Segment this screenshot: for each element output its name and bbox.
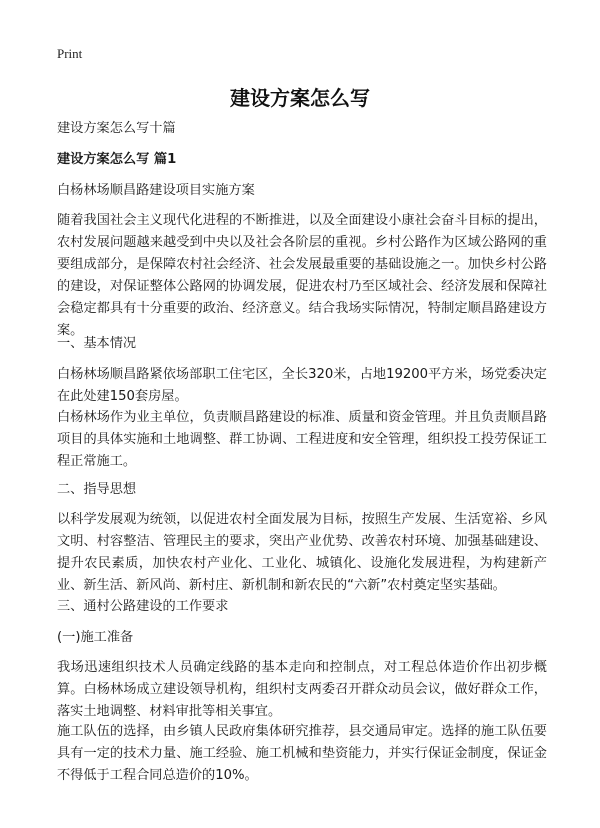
print-link[interactable]: Print — [57, 46, 83, 61]
article-heading: 建设方案怎么写 篇1 — [57, 152, 177, 167]
paragraph-guiding-ideology: 以科学发展观为统领，以促进农村全面发展为目标，按照生产发展、生活宽裕、乡风文明、村容整洁、管理民主的要求，突出产业优势、改善农村环境、加强基础建设、提升农民素质，加快农村产业化、工业化、城镇化、设施化发展进程，为构建新产业、新生活、新风尚、新村庄、新机制和新农民的“六新”农村奠定坚实基础。 — [57, 512, 547, 593]
list-title: 建设方案怎么写十篇 — [57, 121, 176, 136]
section-heading-basic-info: 一、基本情况 — [57, 336, 137, 351]
subsection-heading-preparation: (一)施工准备 — [57, 630, 134, 645]
paragraph-construction-team: 施工队伍的选择，由乡镇人民政府集体研究推荐，县交通局审定。选择的施工队伍要具有一定的技术力量、施工经验、施工机械和垫资能力，并实行保证金制度，保证金不得低于工程合同总造价的10%。 — [57, 724, 547, 783]
paragraph-basic-info-2: 白杨林场作为业主单位，负责顺昌路建设的标准、质量和资金管理。并且负责顺昌路项目的具体实施和土地调整、群工协调、工程进度和安全管理，组织投工投劳保证工程正常施工。 — [57, 410, 547, 469]
paragraph-background: 随着我国社会主义现代化进程的不断推进，以及全面建设小康社会奋斗目标的提出，农村发展问题越来越受到中央以及社会各阶层的重视。乡村公路作为区域公路网的重要组成部分，是保障农村社会经济、社会发展最重要的基础设施之一。加快乡村公路的建设，对保证整体公路网的协调发展，促进农村乃至区域社会、经济发展和保障社会稳定都具有十分重要的政治、经济意义。结合我场实际情况，特制定顺昌路建设方案。 — [57, 213, 547, 338]
paragraph-basic-info-1: 白杨林场顺昌路紧依场部职工住宅区，全长320米，占地19200平方米，场党委决定在此处建150套房屋。 — [57, 367, 547, 404]
section-heading-work-requirements: 三、通村公路建设的工作要求 — [57, 599, 229, 614]
paragraph-preparation: 我场迅速组织技术人员确定线路的基本走向和控制点，对工程总体造价作出初步概算。白杨林场成立建设领导机构，组织村支两委召开群众动员会议，做好群众工作，落实土地调整、材料审批等相关事宜。 — [57, 660, 547, 719]
page-title: 建设方案怎么写 — [230, 86, 370, 110]
project-title: 白杨林场顺昌路建设项目实施方案 — [57, 183, 255, 198]
section-heading-guiding-ideology: 二、指导思想 — [57, 482, 137, 497]
